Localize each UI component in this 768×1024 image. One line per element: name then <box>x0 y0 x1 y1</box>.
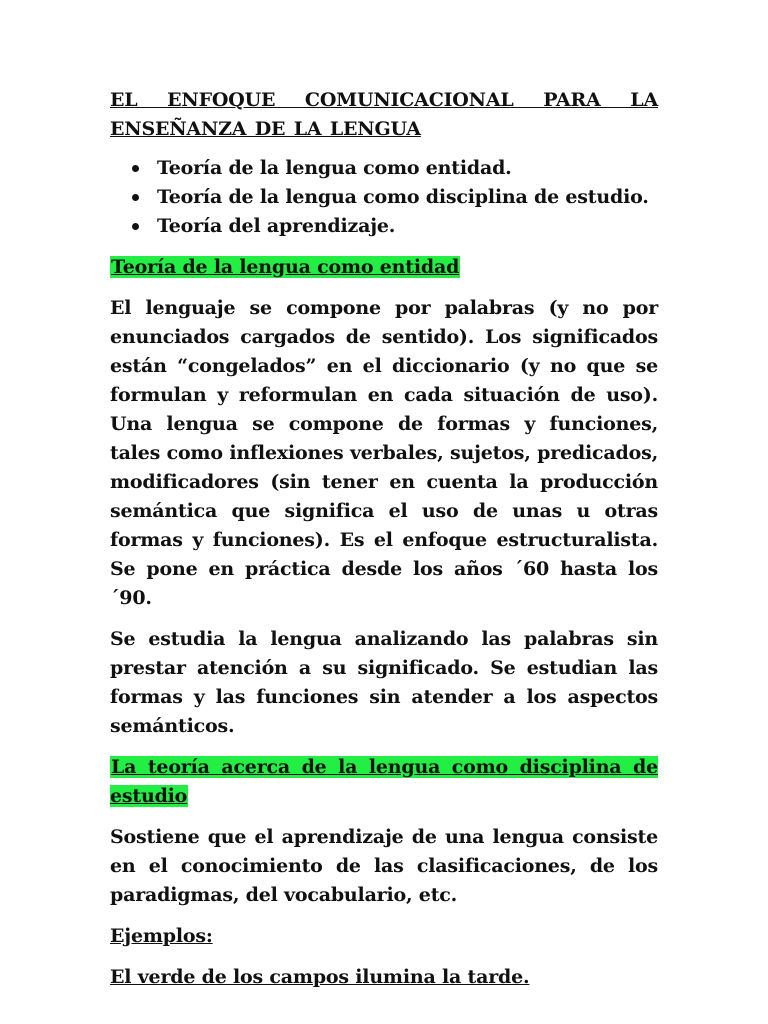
list-item-text: Teoría del aprendizaje. <box>157 215 396 237</box>
list-item <box>110 212 658 241</box>
examples-label: Ejemplos: <box>110 925 213 947</box>
list-item-text: Teoría de la lengua como disciplina de estudio. <box>157 186 649 208</box>
list-item-text: Teoría de la lengua como entidad. <box>157 157 512 179</box>
paragraph-entidad-1: El lenguaje se compone por palabras (y no por enunciados cargados de sentido). Los significados están “congelados” en el diccionario (y no que se formulan y reformulan en cada situación de uso). Una lengua se compone de formas y funciones, tales como inflexiones verbales, sujetos, predicados, modificadores (sin tener en cuenta la producción semántica que significa el uso de unas u otras formas y funciones). Es el enfoque estructuralista. Se pone en práctica desde los años ´60 hasta los ´90. <box>110 297 658 609</box>
paragraph-disciplina-1: Sostiene que el aprendizaje de una lengua consiste en el conocimiento de las clasificaciones, de los paradigmas, del vocabulario, etc. <box>110 826 658 906</box>
document-title <box>110 86 658 144</box>
bullet-icon <box>132 165 139 172</box>
list-item <box>110 154 658 183</box>
highlighted-heading-text: La teoría acerca de la lengua como disciplina de estudio <box>110 756 658 807</box>
title-line-2: ENSEÑANZA DE LA LENGUA <box>110 118 421 140</box>
bullet-icon <box>132 194 139 201</box>
example-sentence: El verde de los campos ilumina la tarde. <box>110 966 530 988</box>
title-line-1: EL ENFOQUE COMUNICACIONAL PARA LA <box>110 89 658 111</box>
topics-list <box>110 154 658 241</box>
section-heading-entidad <box>110 253 658 282</box>
list-item <box>110 183 658 212</box>
section-heading-disciplina <box>110 753 658 811</box>
highlighted-heading-text: Teoría de la lengua como entidad <box>111 256 460 278</box>
bullet-icon <box>132 223 139 230</box>
paragraph-entidad-2: Se estudia la lengua analizando las palabras sin prestar atención a su significado. Se estudian las formas y las funciones sin atender a los aspectos semánticos. <box>110 628 658 737</box>
document-page <box>110 86 658 992</box>
